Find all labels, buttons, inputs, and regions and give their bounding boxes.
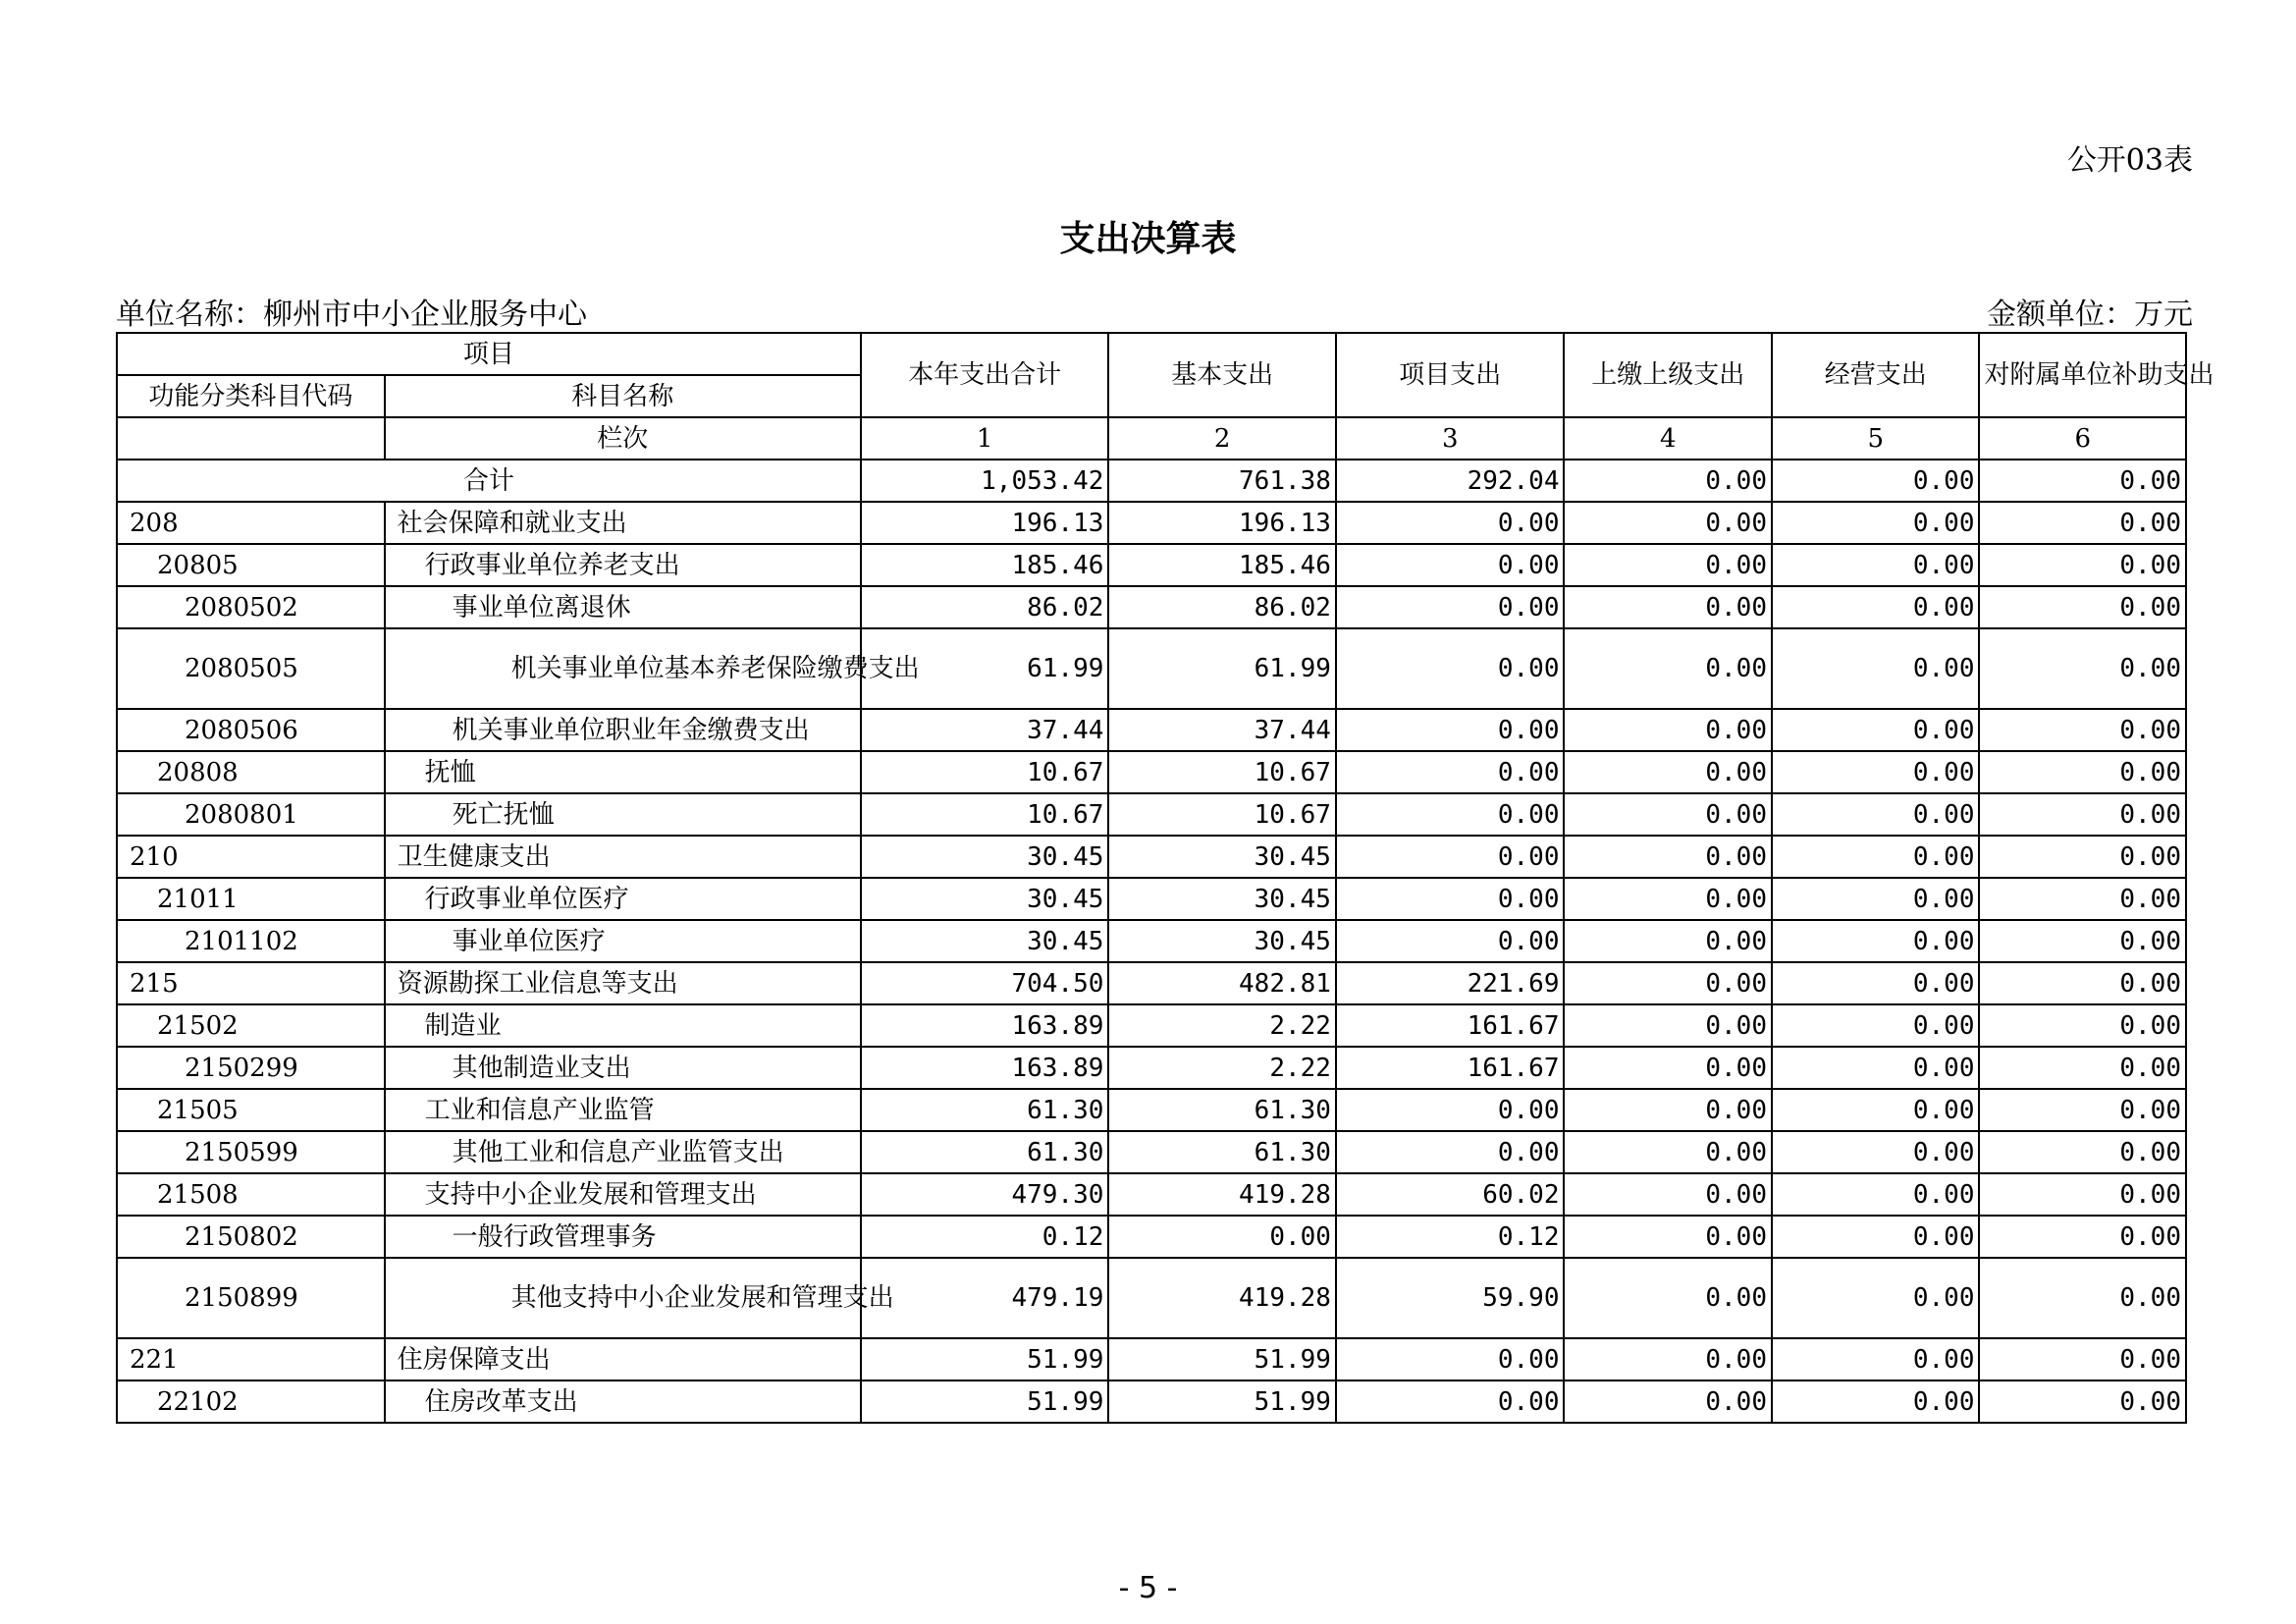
row-value: 419.28	[1108, 1258, 1336, 1338]
row-value: 0.00	[1772, 628, 1980, 709]
row-value: 0.00	[1564, 962, 1772, 1004]
row-value: 0.00	[1772, 1131, 1980, 1173]
row-name: 一般行政管理事务	[385, 1216, 861, 1258]
row-value: 479.19	[861, 1258, 1109, 1338]
row-value: 0.00	[1336, 751, 1565, 793]
row-value: 0.00	[1336, 709, 1565, 751]
row-value: 0.00	[1336, 1338, 1565, 1380]
row-value: 30.45	[1108, 836, 1336, 878]
form-number: 公开03表	[2066, 143, 2193, 178]
row-name: 卫生健康支出	[385, 836, 861, 878]
row-name: 死亡抚恤	[385, 793, 861, 836]
total-value: 761.38	[1108, 460, 1336, 502]
row-code: 2150599	[117, 1131, 385, 1173]
row-name: 资源勘探工业信息等支出	[385, 962, 861, 1004]
row-value: 161.67	[1336, 1004, 1565, 1047]
row-value: 163.89	[861, 1004, 1109, 1047]
row-value: 0.00	[1979, 920, 2186, 962]
row-value: 0.00	[1336, 920, 1565, 962]
row-value: 30.45	[861, 836, 1109, 878]
row-value: 0.00	[1564, 628, 1772, 709]
table-row	[117, 1089, 2186, 1131]
row-value: 0.00	[1979, 1258, 2186, 1338]
row-value: 0.00	[1772, 1004, 1980, 1047]
row-value: 0.00	[1979, 1047, 2186, 1089]
row-value: 0.00	[1564, 502, 1772, 544]
table-row	[117, 1131, 2186, 1173]
row-name: 事业单位离退休	[385, 586, 861, 628]
table-row	[117, 836, 2186, 878]
table-row	[117, 1258, 2186, 1338]
table-row	[117, 878, 2186, 920]
row-value: 10.67	[1108, 793, 1336, 836]
unit-name: 单位名称：柳州市中小企业服务中心	[116, 298, 587, 332]
row-value: 0.00	[1772, 920, 1980, 962]
table-row	[117, 628, 2186, 709]
row-value: 61.30	[1108, 1089, 1336, 1131]
row-value: 0.00	[1772, 502, 1980, 544]
row-value: 61.30	[1108, 1131, 1336, 1173]
row-value: 161.67	[1336, 1047, 1565, 1089]
row-name: 住房保障支出	[385, 1338, 861, 1380]
row-value: 221.69	[1336, 962, 1565, 1004]
row-value: 0.00	[1336, 1131, 1565, 1173]
row-name: 制造业	[385, 1004, 861, 1047]
row-code: 215	[117, 962, 385, 1004]
row-value: 60.02	[1336, 1173, 1565, 1216]
row-value: 0.00	[1564, 1173, 1772, 1216]
row-value: 51.99	[861, 1338, 1109, 1380]
col-index-label: 栏次	[385, 417, 861, 460]
row-value: 10.67	[861, 751, 1109, 793]
row-name: 机关事业单位职业年金缴费支出	[385, 709, 861, 751]
row-value: 0.00	[1979, 878, 2186, 920]
row-value: 0.00	[1772, 751, 1980, 793]
row-value: 0.00	[1336, 544, 1565, 586]
row-code: 2150899	[117, 1258, 385, 1338]
row-code: 21505	[117, 1089, 385, 1131]
row-value: 0.00	[1564, 1258, 1772, 1338]
row-value: 0.00	[1336, 586, 1565, 628]
col-index: 4	[1564, 417, 1772, 460]
row-code: 221	[117, 1338, 385, 1380]
row-code: 2150802	[117, 1216, 385, 1258]
row-code: 208	[117, 502, 385, 544]
row-value: 86.02	[861, 586, 1109, 628]
row-name: 其他支持中小企业发展和管理支出	[385, 1258, 861, 1338]
row-value: 0.00	[1979, 1338, 2186, 1380]
table-row	[117, 544, 2186, 586]
row-value: 0.00	[1336, 502, 1565, 544]
row-name: 抚恤	[385, 751, 861, 793]
header-code: 功能分类科目代码	[117, 375, 385, 417]
row-value: 704.50	[861, 962, 1109, 1004]
row-value: 0.00	[1564, 1216, 1772, 1258]
row-value: 61.99	[861, 628, 1109, 709]
row-value: 0.00	[1564, 1089, 1772, 1131]
table-row	[117, 962, 2186, 1004]
amount-unit: 金额单位：万元	[1987, 298, 2193, 332]
total-label: 合计	[117, 460, 861, 502]
row-value: 0.00	[1772, 1338, 1980, 1380]
col-index: 5	[1772, 417, 1980, 460]
row-value: 30.45	[861, 920, 1109, 962]
row-value: 196.13	[861, 502, 1109, 544]
row-value: 0.00	[1564, 586, 1772, 628]
table-row	[117, 793, 2186, 836]
header-upper-remittance: 上缴上级支出	[1564, 333, 1772, 417]
row-value: 61.30	[861, 1131, 1109, 1173]
row-value: 30.45	[1108, 878, 1336, 920]
row-value: 196.13	[1108, 502, 1336, 544]
row-value: 10.67	[1108, 751, 1336, 793]
row-value: 0.00	[1564, 920, 1772, 962]
row-value: 0.00	[1564, 878, 1772, 920]
row-value: 0.00	[1564, 1338, 1772, 1380]
row-name: 行政事业单位养老支出	[385, 544, 861, 586]
row-value: 0.00	[1564, 1131, 1772, 1173]
row-value: 30.45	[861, 878, 1109, 920]
row-value: 51.99	[1108, 1380, 1336, 1423]
row-code: 2080505	[117, 628, 385, 709]
row-value: 0.00	[1336, 793, 1565, 836]
row-value: 0.12	[1336, 1216, 1565, 1258]
row-value: 0.00	[1564, 793, 1772, 836]
row-value: 0.00	[1772, 1258, 1980, 1338]
row-value: 0.00	[1772, 544, 1980, 586]
row-value: 0.00	[1979, 628, 2186, 709]
header-subsidiary-subsidy: 对附属单位补助支出	[1979, 333, 2186, 417]
row-code: 2080502	[117, 586, 385, 628]
row-code: 22102	[117, 1380, 385, 1423]
row-value: 2.22	[1108, 1047, 1336, 1089]
col-index: 2	[1108, 417, 1336, 460]
page-number: - 5 -	[1118, 1571, 1178, 1605]
table-row	[117, 751, 2186, 793]
row-value: 2.22	[1108, 1004, 1336, 1047]
row-value: 185.46	[1108, 544, 1336, 586]
table-row	[117, 1004, 2186, 1047]
row-value: 0.00	[1564, 751, 1772, 793]
row-name: 行政事业单位医疗	[385, 878, 861, 920]
table-row	[117, 709, 2186, 751]
row-value: 163.89	[861, 1047, 1109, 1089]
row-value: 419.28	[1108, 1173, 1336, 1216]
table-row	[117, 1338, 2186, 1380]
row-value: 61.30	[861, 1089, 1109, 1131]
row-code: 20805	[117, 544, 385, 586]
row-value: 0.00	[1772, 1216, 1980, 1258]
row-code: 20808	[117, 751, 385, 793]
row-value: 0.00	[1772, 586, 1980, 628]
row-value: 0.00	[1336, 1380, 1565, 1423]
row-value: 0.12	[861, 1216, 1109, 1258]
table-row	[117, 1216, 2186, 1258]
row-value: 61.99	[1108, 628, 1336, 709]
row-value: 0.00	[1336, 628, 1565, 709]
total-value: 1,053.42	[861, 460, 1109, 502]
row-value: 0.00	[1979, 751, 2186, 793]
row-value: 0.00	[1336, 836, 1565, 878]
row-value: 86.02	[1108, 586, 1336, 628]
header-total-expenditure: 本年支出合计	[861, 333, 1109, 417]
row-code: 21502	[117, 1004, 385, 1047]
row-name: 支持中小企业发展和管理支出	[385, 1173, 861, 1216]
row-value: 0.00	[1772, 836, 1980, 878]
row-value: 185.46	[861, 544, 1109, 586]
row-value: 0.00	[1772, 878, 1980, 920]
row-code: 21508	[117, 1173, 385, 1216]
table-body	[117, 502, 2186, 1423]
row-value: 0.00	[1979, 1004, 2186, 1047]
header-project-expenditure: 项目支出	[1336, 333, 1565, 417]
row-value: 0.00	[1772, 1089, 1980, 1131]
row-value: 0.00	[1564, 1004, 1772, 1047]
col-index: 6	[1979, 417, 2186, 460]
table-row	[117, 1047, 2186, 1089]
col-index: 3	[1336, 417, 1565, 460]
table-row	[117, 586, 2186, 628]
row-value: 0.00	[1979, 502, 2186, 544]
row-value: 0.00	[1772, 793, 1980, 836]
header-basic-expenditure: 基本支出	[1108, 333, 1336, 417]
row-value: 0.00	[1336, 1089, 1565, 1131]
row-value: 10.67	[861, 793, 1109, 836]
row-value: 0.00	[1564, 1380, 1772, 1423]
row-value: 0.00	[1979, 544, 2186, 586]
row-value: 0.00	[1979, 709, 2186, 751]
row-value: 0.00	[1772, 1380, 1980, 1423]
total-value: 292.04	[1336, 460, 1565, 502]
row-value: 0.00	[1979, 1089, 2186, 1131]
row-value: 59.90	[1336, 1258, 1565, 1338]
row-value: 0.00	[1979, 962, 2186, 1004]
col-index: 1	[861, 417, 1109, 460]
page-title: 支出决算表	[1059, 219, 1237, 259]
col-index-empty	[117, 417, 385, 460]
row-name: 住房改革支出	[385, 1380, 861, 1423]
header-name: 科目名称	[385, 375, 861, 417]
row-value: 0.00	[1772, 1173, 1980, 1216]
table-row	[117, 1380, 2186, 1423]
row-value: 0.00	[1979, 1173, 2186, 1216]
row-value: 0.00	[1979, 586, 2186, 628]
row-code: 2080506	[117, 709, 385, 751]
table-row	[117, 1173, 2186, 1216]
row-value: 37.44	[861, 709, 1109, 751]
row-name: 机关事业单位基本养老保险缴费支出	[385, 628, 861, 709]
row-value: 0.00	[1979, 1216, 2186, 1258]
table-row	[117, 920, 2186, 962]
row-value: 482.81	[1108, 962, 1336, 1004]
row-code: 210	[117, 836, 385, 878]
row-value: 0.00	[1979, 793, 2186, 836]
row-value: 0.00	[1564, 836, 1772, 878]
header-project: 项目	[117, 333, 861, 375]
header-operating-expenditure: 经营支出	[1772, 333, 1980, 417]
row-value: 479.30	[861, 1173, 1109, 1216]
row-value: 0.00	[1108, 1216, 1336, 1258]
row-value: 0.00	[1979, 1380, 2186, 1423]
row-value: 37.44	[1108, 709, 1336, 751]
row-value: 0.00	[1979, 1131, 2186, 1173]
row-value: 0.00	[1564, 544, 1772, 586]
row-value: 0.00	[1772, 962, 1980, 1004]
row-value: 0.00	[1772, 1047, 1980, 1089]
row-value: 0.00	[1564, 709, 1772, 751]
total-value: 0.00	[1564, 460, 1772, 502]
row-code: 2101102	[117, 920, 385, 962]
row-value: 51.99	[861, 1380, 1109, 1423]
row-value: 0.00	[1979, 836, 2186, 878]
total-value: 0.00	[1772, 460, 1980, 502]
row-code: 21011	[117, 878, 385, 920]
row-name: 其他制造业支出	[385, 1047, 861, 1089]
row-value: 0.00	[1772, 709, 1980, 751]
expenditure-table	[116, 332, 2215, 1424]
row-name: 工业和信息产业监管	[385, 1089, 861, 1131]
row-name: 社会保障和就业支出	[385, 502, 861, 544]
total-value: 0.00	[1979, 460, 2186, 502]
row-value: 0.00	[1336, 878, 1565, 920]
row-code: 2150299	[117, 1047, 385, 1089]
row-value: 0.00	[1564, 1047, 1772, 1089]
row-value: 51.99	[1108, 1338, 1336, 1380]
row-code: 2080801	[117, 793, 385, 836]
table-row	[117, 502, 2186, 544]
row-value: 30.45	[1108, 920, 1336, 962]
row-name: 事业单位医疗	[385, 920, 861, 962]
row-name: 其他工业和信息产业监管支出	[385, 1131, 861, 1173]
